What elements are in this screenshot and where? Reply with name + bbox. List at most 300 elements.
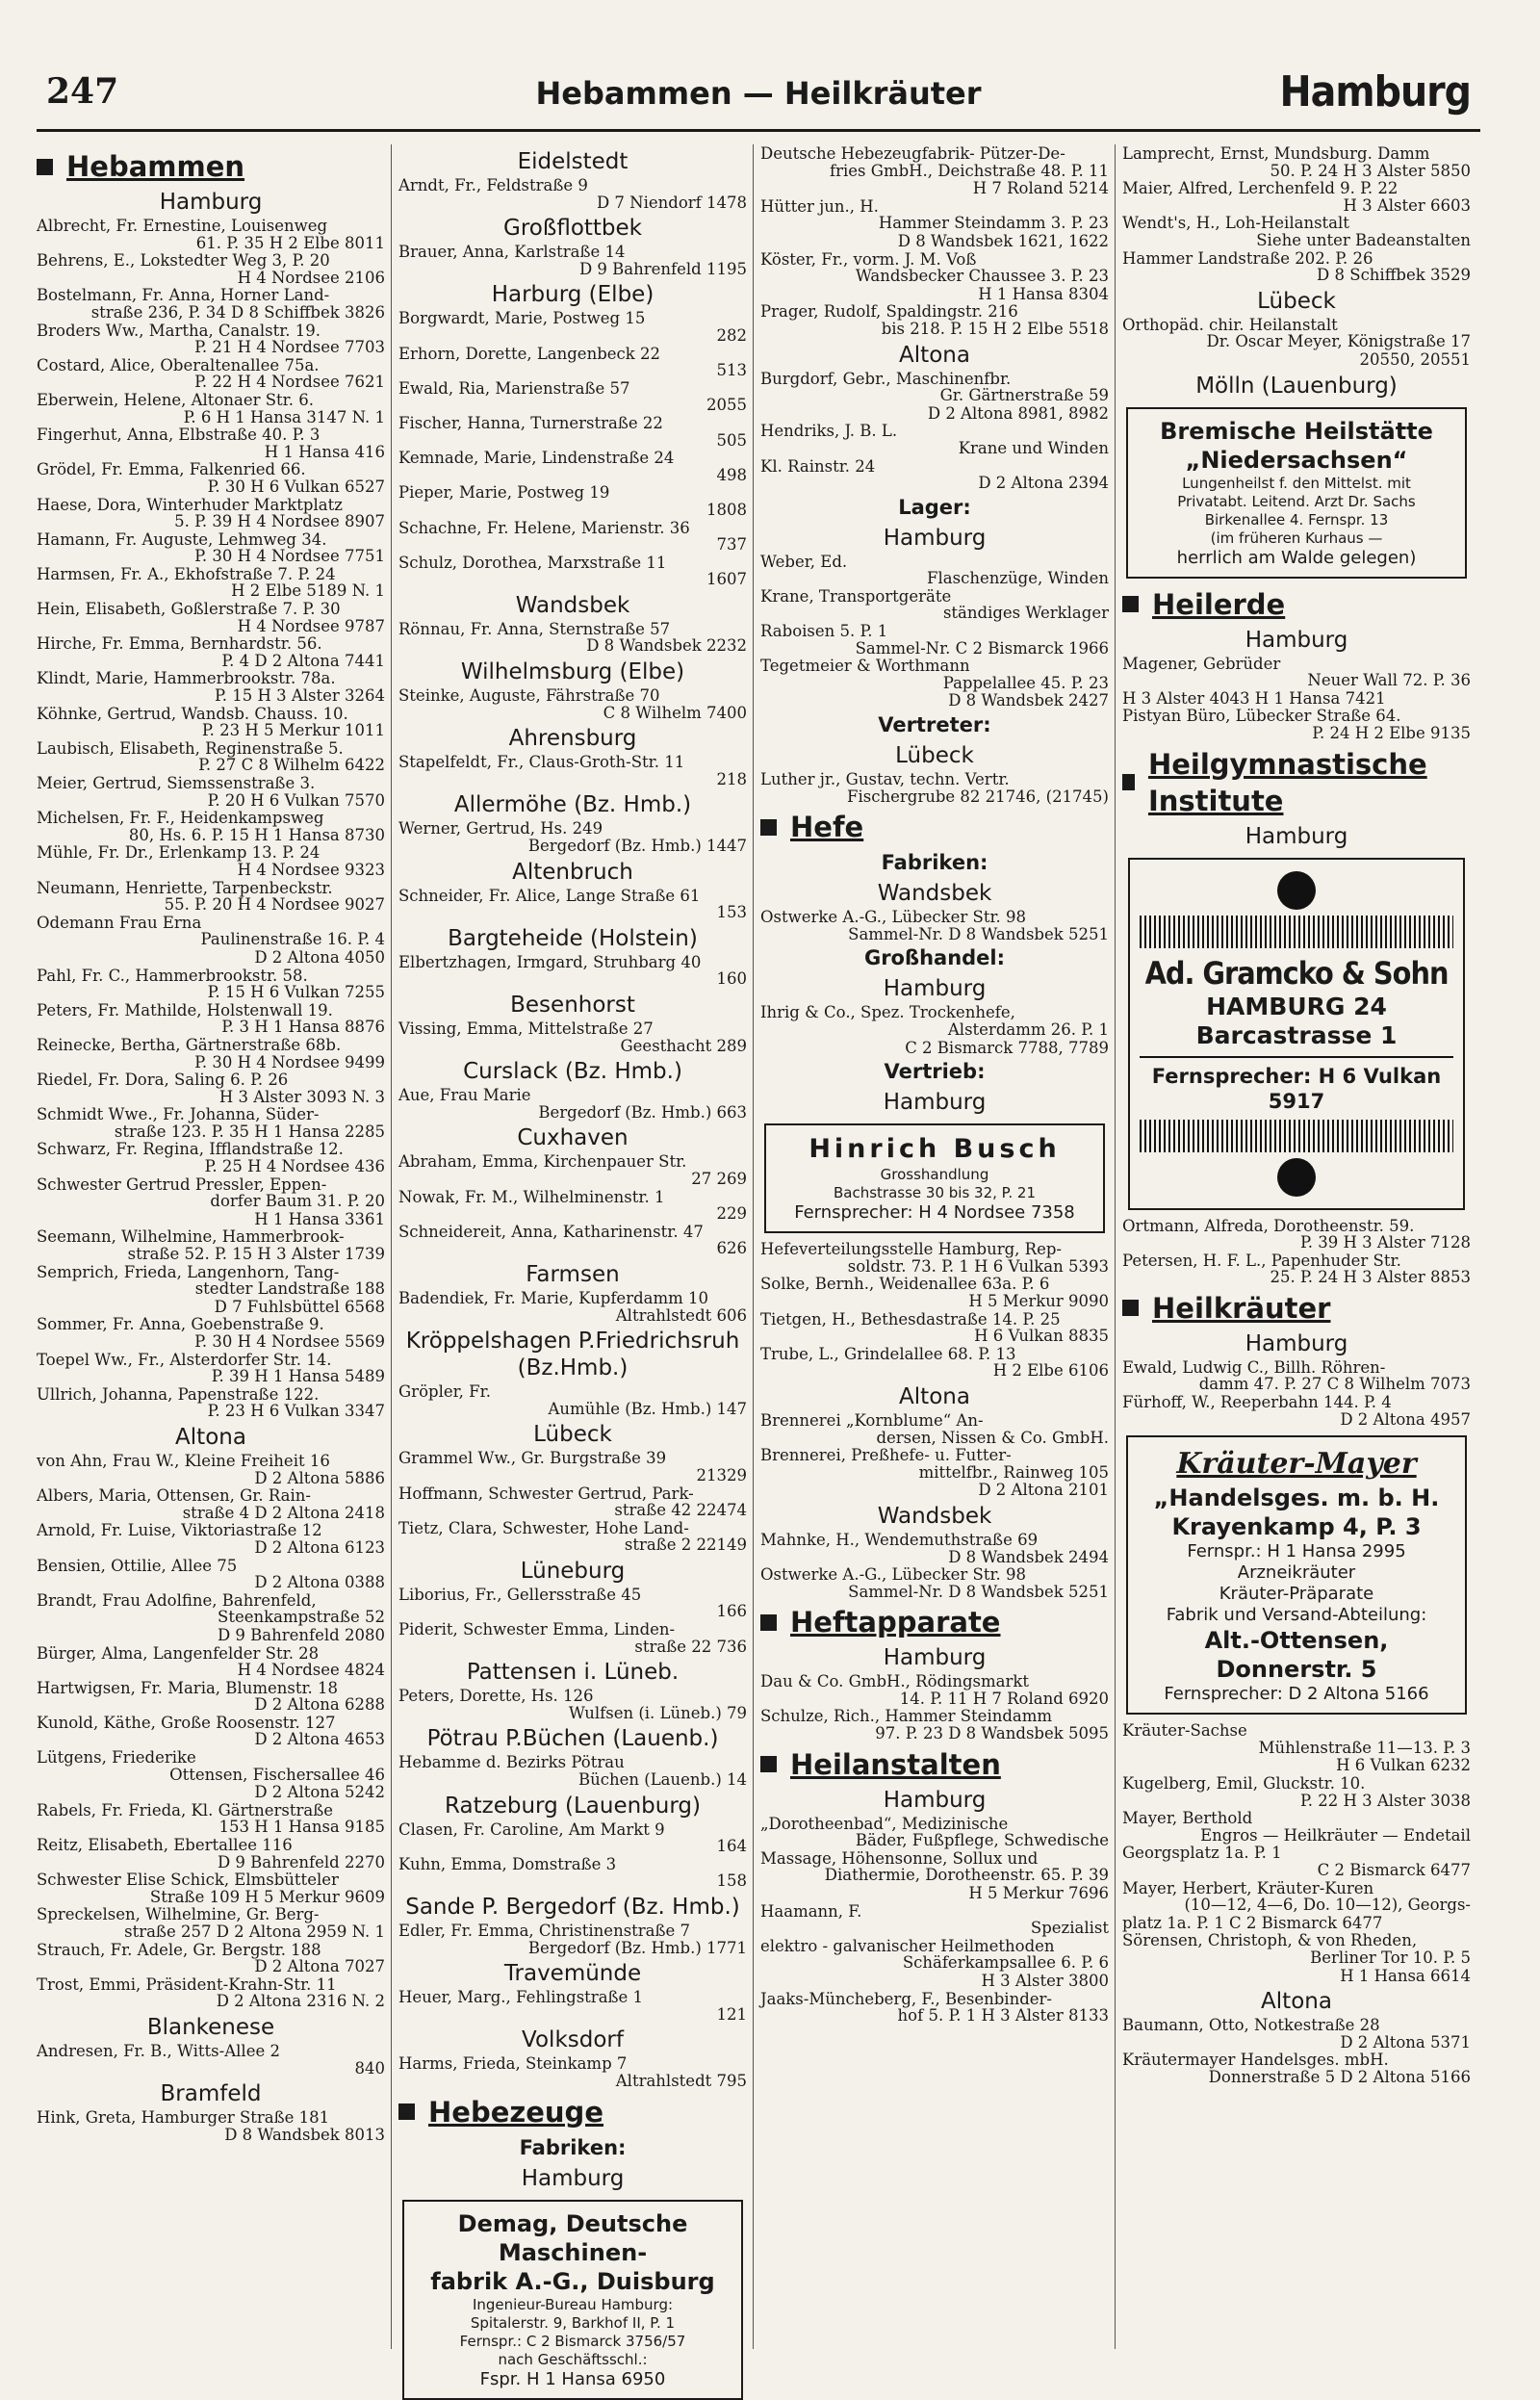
directory-entry xyxy=(37,601,385,634)
entry-line: Heuer, Marg., Fehlingstraße 1 xyxy=(398,1988,644,2007)
entry-line: 25. P. 24 H 3 Alster 8853 xyxy=(1270,1268,1471,1287)
directory-entry xyxy=(760,554,1109,587)
directory-entry xyxy=(37,287,385,321)
entry-line: Mayer, Herbert, Kräuter-Kuren xyxy=(1122,1878,1374,1897)
entry-line: Seemann, Wilhelmine, Hammerbrook- xyxy=(37,1227,345,1247)
entry-line: Michelsen, Fr. F., Heidenkampsweg xyxy=(37,809,324,828)
entry-line: Kunold, Käthe, Große Roosenstr. 127 xyxy=(37,1713,336,1732)
entry-line: Arndt, Fr., Feldstraße 9 xyxy=(398,176,588,194)
entry-line: H 4 Nordsee 2106 xyxy=(237,268,385,287)
entry-line: Nowak, Fr. M., Wilhelminenstr. 1 xyxy=(398,1187,665,1206)
category-label: Großhandel: xyxy=(863,946,1006,970)
entry-line: P. 22 H 3 Alster 3038 xyxy=(1299,1791,1471,1810)
entry-line: Rabels, Fr. Frieda, Kl. Gärtnerstraße xyxy=(37,1800,333,1819)
entry-line: 1808 xyxy=(706,500,747,519)
place-heading: Hamburg xyxy=(883,1090,987,1116)
entry-line: Mahnke, H., Wendemuthstraße 69 xyxy=(760,1530,1039,1549)
directory-entry xyxy=(1122,656,1471,689)
directory-entry xyxy=(760,1816,1109,1849)
directory-entry xyxy=(760,1938,1109,1972)
entry-line: Schäferkampsallee 6. P. 6 xyxy=(902,1953,1109,1973)
directory-entry xyxy=(760,303,1109,337)
entry-line: Flaschenzüge, Winden xyxy=(927,569,1109,588)
place-heading: Lübeck xyxy=(533,1422,612,1448)
entry-line: Ostwerke A.-G., Lübecker Str. 98 xyxy=(760,1565,1027,1585)
entry-line: Odemann Frau Erna xyxy=(37,913,202,932)
hatched-band-icon xyxy=(1140,1120,1453,1152)
directory-entry xyxy=(760,588,1109,622)
entry-line: Mühle, Fr. Dr., Erlenkamp 13. P. 24 xyxy=(37,843,321,863)
directory-entry xyxy=(37,1106,385,1140)
entry-line: D 2 Altona 6123 xyxy=(254,1537,385,1557)
directory-entry xyxy=(37,461,385,495)
place-heading: Lüneburg xyxy=(520,1558,626,1584)
entry-line: Kräuter-Sachse xyxy=(1122,1721,1247,1741)
entry-line: Petersen, H. F. L., Papenhuder Str. xyxy=(1122,1251,1401,1270)
entry-line: Krane, Transportgeräte xyxy=(760,586,952,606)
entry-line: Ortmann, Alfreda, Dorotheenstr. 59. xyxy=(1122,1216,1415,1235)
entry-line: Büchen (Lauenb.) 14 xyxy=(578,1770,747,1790)
place-heading: Travemünde xyxy=(503,1961,642,1987)
directory-entry xyxy=(37,497,385,530)
section-heading xyxy=(1122,586,1471,623)
directory-entry xyxy=(37,810,385,843)
directory-entry xyxy=(1122,1252,1471,1286)
place-heading: Allermöhe (Bz. Hmb.) xyxy=(453,792,692,818)
directory-entry xyxy=(37,1871,385,1905)
directory-entry xyxy=(37,635,385,669)
advertisement-line: Kräuter-Präparate xyxy=(1219,1584,1374,1605)
directory-entry xyxy=(760,1040,1109,1057)
entry-line: 21329 xyxy=(696,1465,747,1484)
entry-line: Arnold, Fr. Luise, Viktoriastraße 12 xyxy=(37,1521,322,1540)
entry-line: ständiges Werklager xyxy=(942,604,1109,623)
column-divider xyxy=(1115,144,1116,2349)
directory-entry xyxy=(1122,1722,1471,1756)
entry-line: Schulz, Dorothea, Marxstraße 11 xyxy=(398,553,667,572)
directory-entry xyxy=(398,346,747,379)
directory-entry xyxy=(1122,1968,1471,1985)
entry-line: Steinke, Auguste, Fährstraße 70 xyxy=(398,686,660,706)
advertisement-line: Spitalerstr. 9, Barkhof II, P. 1 xyxy=(470,2313,676,2332)
entry-line: Mühlenstraße 11—13. P. 3 xyxy=(1258,1738,1471,1757)
entry-line: D 2 Altona 4653 xyxy=(254,1730,385,1749)
advertisement-box xyxy=(1126,407,1467,579)
section-marker-icon xyxy=(398,2103,415,2120)
entry-line: Hirche, Fr. Emma, Bernhardstr. 56. xyxy=(37,634,322,654)
directory-entry xyxy=(398,1587,747,1620)
directory-entry xyxy=(398,754,747,787)
entry-line: P. 4 D 2 Altona 7441 xyxy=(221,651,385,670)
directory-entry xyxy=(760,198,1109,232)
entry-line: D 2 Altona 5886 xyxy=(254,1468,385,1487)
entry-line: Trost, Emmi, Präsident-Krahn-Str. 11 xyxy=(37,1974,337,1994)
entry-line: D 2 Altona 5242 xyxy=(254,1783,385,1802)
entry-line: Schneidereit, Anna, Katharinenstr. 47 xyxy=(398,1222,704,1241)
directory-entry xyxy=(37,566,385,600)
entry-line: Paulinenstraße 16. P. 4 xyxy=(200,930,385,949)
place-heading: Hamburg xyxy=(1245,823,1348,849)
directory-entry xyxy=(398,888,747,921)
entry-line: D 7 Niendorf 1478 xyxy=(596,193,747,212)
directory-entry xyxy=(37,2043,385,2077)
place-heading: Ratzeburg (Lauenburg) xyxy=(445,1793,701,1819)
entry-line: D 8 Wandsbek 2494 xyxy=(948,1547,1109,1566)
category-label: Vertreter: xyxy=(878,713,991,737)
bullet-dot-icon xyxy=(1277,1158,1316,1197)
place-heading: Großflottbek xyxy=(503,216,642,242)
entry-line: P. 30 H 4 Nordsee 9499 xyxy=(194,1052,385,1071)
entry-line: Mayer, Berthold xyxy=(1122,1809,1253,1828)
category-label: Fabriken: xyxy=(881,851,988,875)
directory-entry xyxy=(398,380,747,414)
entry-line: D 2 Altona 6288 xyxy=(254,1695,385,1715)
place-heading: Besenhorst xyxy=(510,993,635,1018)
directory-entry xyxy=(760,692,1109,710)
entry-line: P. 15 H 3 Alster 3264 xyxy=(214,686,385,706)
entry-line: 505 xyxy=(716,430,747,450)
section-marker-icon xyxy=(1122,1300,1139,1316)
entry-line: 282 xyxy=(716,325,747,345)
directory-entry xyxy=(37,426,385,460)
entry-line: Albrecht, Fr. Ernestine, Louisenweg xyxy=(37,217,328,235)
entry-line: Kuhn, Emma, Domstraße 3 xyxy=(398,1854,617,1873)
directory-entry xyxy=(760,1708,1109,1742)
section-heading-text: Heilanstalten xyxy=(790,1747,1001,1781)
category-label: Lager: xyxy=(898,495,971,519)
entry-line: Liborius, Fr., Gellersstraße 45 xyxy=(398,1585,642,1604)
place-heading: Hamburg xyxy=(159,190,263,215)
directory-entry xyxy=(398,1450,747,1484)
place-heading: Hamburg xyxy=(883,1787,987,1813)
entry-line: Harmsen, Fr. A., Ekhofstraße 7. P. 24 xyxy=(37,564,336,583)
entry-line: Albers, Maria, Ottensen, Gr. Rain- xyxy=(37,1486,311,1506)
entry-line: Geesthacht 289 xyxy=(620,1036,747,1055)
directory-entry xyxy=(760,1482,1109,1499)
directory-entry xyxy=(37,1906,385,1940)
directory-entry xyxy=(398,1383,747,1417)
entry-line: Bergedorf (Bz. Hmb.) 663 xyxy=(538,1102,747,1122)
entry-line: Toepel Ww., Fr., Alsterdorfer Str. 14. xyxy=(37,1350,332,1369)
entry-line: Trube, L., Grindelallee 68. P. 13 xyxy=(760,1344,1016,1363)
entry-line: Schwarz, Fr. Regina, Ifflandstraße 12. xyxy=(37,1140,344,1159)
entry-line: 498 xyxy=(716,465,747,484)
entry-line: platz 1a. P. 1 C 2 Bismarck 6477 xyxy=(1122,1913,1383,1932)
entry-line: 97. P. 23 D 8 Wandsbek 5095 xyxy=(875,1724,1109,1743)
section-heading-text: Heilerde xyxy=(1152,587,1286,621)
directory-entry xyxy=(1122,215,1471,248)
directory-entry xyxy=(760,286,1109,303)
page-number: 247 xyxy=(46,71,119,112)
entry-line: Eberwein, Helene, Altonaer Str. 6. xyxy=(37,390,314,409)
entry-line: straße 236, P. 34 D 8 Schiffbek 3826 xyxy=(90,302,385,322)
advertisement-line: Fernspr.: H 1 Hansa 2995 xyxy=(1187,1541,1406,1562)
directory-entry xyxy=(760,1885,1109,1902)
directory-entry xyxy=(37,740,385,774)
entry-line: D 2 Altona 7027 xyxy=(254,1957,385,1976)
entry-line: H 6 Vulkan 8835 xyxy=(974,1327,1109,1346)
advertisement-box xyxy=(764,1123,1105,1233)
entry-line: Harms, Frieda, Steinkamp 7 xyxy=(398,2054,628,2074)
section-marker-icon xyxy=(760,819,777,836)
entry-line: P. 25 H 4 Nordsee 436 xyxy=(204,1157,385,1176)
entry-line: H 1 Hansa 3361 xyxy=(254,1209,385,1228)
directory-entry xyxy=(1122,708,1471,741)
directory-entry xyxy=(37,1784,385,1801)
directory-entry xyxy=(37,1453,385,1486)
entry-line: D 8 Wandsbek 2427 xyxy=(948,691,1109,710)
entry-line: Altrahlstedt 606 xyxy=(615,1305,747,1325)
entry-line: D 9 Bahrenfeld 1195 xyxy=(578,259,747,278)
directory-entry xyxy=(760,1412,1109,1446)
entry-line: Schmidt Wwe., Fr. Johanna, Süder- xyxy=(37,1105,320,1124)
entry-line: H 3 Alster 3093 N. 3 xyxy=(218,1087,385,1106)
advertisement-box xyxy=(402,2200,743,2400)
entry-line: Gröpler, Fr. xyxy=(398,1382,491,1402)
directory-entry xyxy=(1122,317,1471,350)
entry-line: Strauch, Fr. Adele, Gr. Bergstr. 188 xyxy=(37,1940,321,1959)
advertisement-line: Birkenallee 4. Fernspr. 13 xyxy=(1204,510,1389,529)
entry-line: D 2 Altona 8981, 8982 xyxy=(927,403,1109,423)
entry-line: Hammer Steindamm 3. P. 23 xyxy=(878,214,1109,233)
entry-line: 626 xyxy=(716,1239,747,1258)
entry-line: Massage, Höhensonne, Sollux und xyxy=(760,1848,1039,1868)
entry-line: H 4 Nordsee 9323 xyxy=(237,860,385,879)
directory-entry xyxy=(37,1627,385,1644)
entry-line: D 8 Schiffbek 3529 xyxy=(1317,266,1471,285)
entry-line: Burgdorf, Gebr., Maschinenfbr. xyxy=(760,369,1012,388)
directory-entry xyxy=(37,1386,385,1420)
column-1 xyxy=(37,144,385,2349)
entry-line: 229 xyxy=(716,1204,747,1224)
directory-entry xyxy=(760,233,1109,250)
entry-line: Schwester Elise Schick, Elmsbütteler xyxy=(37,1871,339,1890)
entry-line: Vissing, Emma, Mittelstraße 27 xyxy=(398,1019,654,1038)
entry-line: 20550, 20551 xyxy=(1359,349,1471,369)
entry-line: D 2 Altona 0388 xyxy=(254,1573,385,1592)
entry-line: H 3 Alster 6603 xyxy=(1343,195,1471,215)
directory-entry xyxy=(1122,1359,1471,1393)
entry-line: Grödel, Fr. Emma, Falkenried 66. xyxy=(37,460,306,479)
entry-line: Orthopäd. chir. Heilanstalt xyxy=(1122,315,1338,334)
section-marker-icon xyxy=(1122,774,1135,790)
place-heading: Pötrau P.Büchen (Lauenb.) xyxy=(426,1726,719,1752)
section-heading xyxy=(760,809,1109,845)
directory-entry xyxy=(37,218,385,251)
entry-line: H 3 Alster 4043 H 1 Hansa 7421 xyxy=(1122,688,1386,708)
advertisement-line: Bachstrasse 30 bis 32, P. 21 xyxy=(834,1184,1036,1202)
entry-line: Siehe unter Badeanstalten xyxy=(1256,230,1471,249)
directory-entry xyxy=(398,1087,747,1121)
directory-entry xyxy=(37,844,385,878)
entry-line: D 2 Altona 2316 N. 2 xyxy=(216,1992,385,2011)
section-heading-text: Heilkräuter xyxy=(1152,1291,1331,1325)
entry-line: fries GmbH., Deichstraße 48. P. 11 xyxy=(830,161,1109,180)
directory-entry xyxy=(37,1976,385,2010)
section-heading xyxy=(760,1746,1109,1783)
directory-entry xyxy=(37,1211,385,1228)
entry-line: Lütgens, Friederike xyxy=(37,1748,196,1768)
directory-entry xyxy=(37,1749,385,1783)
entry-line: H 1 Hansa 6614 xyxy=(1340,1966,1471,1985)
advertisement-line: Fabrik und Versand-Abteilung: xyxy=(1166,1605,1427,1626)
entry-line: Hoffmann, Schwester Gertrud, Park- xyxy=(398,1484,694,1503)
directory-entry xyxy=(760,423,1109,456)
hatched-band-icon xyxy=(1140,916,1453,948)
advertisement-line: fabrik A.-G., Duisburg xyxy=(430,2267,715,2295)
entry-line: D 9 Bahrenfeld 2080 xyxy=(217,1625,385,1644)
entry-line: Straße 109 H 5 Merkur 9609 xyxy=(149,1887,385,1906)
entry-line: Neumann, Henriette, Tarpenbeckstr. xyxy=(37,878,333,897)
entry-line: P. 20 H 6 Vulkan 7570 xyxy=(207,790,385,810)
entry-line: von Ahn, Frau W., Kleine Freiheit 16 xyxy=(37,1451,330,1470)
entry-line: Semprich, Frieda, Langenhorn, Tang- xyxy=(37,1262,340,1281)
directory-entry xyxy=(37,1176,385,1210)
entry-line: 1607 xyxy=(706,570,747,589)
place-heading: Altona xyxy=(175,1424,246,1450)
advertisement-line: Fernsprecher: D 2 Altona 5166 xyxy=(1164,1684,1429,1705)
directory-entry xyxy=(37,1558,385,1591)
directory-entry xyxy=(398,484,747,518)
advertisement-line: herrlich am Walde gelegen) xyxy=(1176,547,1417,568)
directory-entry xyxy=(398,1520,747,1554)
place-heading: Farmsen xyxy=(526,1261,620,1287)
section-heading xyxy=(37,148,385,185)
entry-line: P. 15 H 6 Vulkan 7255 xyxy=(207,983,385,1002)
entry-line: H 7 Roland 5214 xyxy=(972,179,1109,198)
entry-line: 80, Hs. 6. P. 15 H 1 Hansa 8730 xyxy=(128,825,385,844)
entry-line: P. 21 H 4 Nordsee 7703 xyxy=(194,338,385,357)
directory-entry xyxy=(398,1923,747,1956)
entry-line: Schulze, Rich., Hammer Steindamm xyxy=(760,1707,1053,1726)
place-heading: Hamburg xyxy=(521,2165,625,2191)
section-marker-icon xyxy=(760,1756,777,1772)
page-header xyxy=(37,67,1480,135)
advertisement-line: (im früheren Kurhaus — xyxy=(1210,529,1383,547)
directory-entry xyxy=(1122,1218,1471,1252)
directory-entry xyxy=(398,1754,747,1788)
entry-line: 61. P. 35 H 2 Elbe 8011 xyxy=(195,233,385,252)
entry-line: dersen, Nissen & Co. GmbH. xyxy=(876,1428,1109,1447)
entry-line: Abraham, Emma, Kirchenpauer Str. xyxy=(398,1152,687,1172)
place-heading: Eidelstedt xyxy=(517,149,629,174)
entry-line: Donnerstraße 5 D 2 Altona 5166 xyxy=(1208,2067,1471,2086)
place-heading: Lübeck xyxy=(1257,288,1336,314)
column-2 xyxy=(398,144,747,2389)
directory-entry xyxy=(760,180,1109,197)
directory-entry xyxy=(37,706,385,739)
entry-line: Spreckelsen, Wilhelmine, Gr. Berg- xyxy=(37,1905,320,1924)
directory-entry xyxy=(398,244,747,277)
entry-line: D 2 Altona 2394 xyxy=(978,474,1109,493)
directory-entry xyxy=(1122,1757,1471,1774)
entry-line: Klindt, Marie, Hammerbrookstr. 78a. xyxy=(37,669,336,688)
directory-entry xyxy=(1122,1915,1471,1932)
section-heading xyxy=(1122,1290,1471,1327)
entry-line: D 2 Altona 5371 xyxy=(1340,2032,1471,2052)
entry-line: Tietgen, H., Bethesdastraße 14. P. 25 xyxy=(760,1309,1061,1329)
entry-line: Lamprecht, Ernst, Mundsburg. Damm xyxy=(1122,144,1430,163)
entry-line: Wandsbecker Chaussee 3. P. 23 xyxy=(855,267,1109,286)
directory-entry xyxy=(37,1037,385,1071)
entry-line: Sammel-Nr. D 8 Wandsbek 5251 xyxy=(848,924,1109,943)
entry-line: Schachne, Fr. Helene, Marienstr. 36 xyxy=(398,518,690,537)
entry-line: Badendiek, Fr. Marie, Kupferdamm 10 xyxy=(398,1288,709,1307)
entry-line: Steenkampstraße 52 xyxy=(218,1608,385,1627)
entry-line: Reinecke, Bertha, Gärtnerstraße 68b. xyxy=(37,1035,342,1054)
entry-line: Bürger, Alma, Langenfelder Str. 28 xyxy=(37,1643,320,1663)
directory-page xyxy=(37,67,1480,2389)
advertisement-line: „Handelsges. m. b. H. xyxy=(1153,1484,1440,1512)
directory-entry xyxy=(398,1821,747,1855)
entry-line: Aumühle (Bz. Hmb.) 147 xyxy=(548,1399,747,1418)
advertisement-line: Fernspr.: C 2 Bismarck 3756/57 xyxy=(459,2332,686,2350)
directory-entry xyxy=(37,1299,385,1316)
directory-entry xyxy=(398,520,747,554)
advertisement-line: Kräuter-Mayer xyxy=(1176,1447,1417,1482)
entry-line: D 2 Altona 2101 xyxy=(978,1481,1109,1500)
page-city-heading: Hamburg xyxy=(1279,67,1471,116)
entry-line: Clasen, Fr. Caroline, Am Markt 9 xyxy=(398,1819,665,1839)
section-heading-text: Hebezeuge xyxy=(428,2095,603,2129)
entry-line: Piderit, Schwester Emma, Linden- xyxy=(398,1620,676,1639)
entry-line: mittelfbr., Rainweg 105 xyxy=(918,1462,1109,1482)
advertisement-line: Demag, Deutsche Maschinen- xyxy=(457,2209,688,2266)
section-heading-text: Heilgymnastische Institute xyxy=(1147,747,1427,817)
directory-entry xyxy=(37,1802,385,1836)
entry-line: H 5 Merkur 9090 xyxy=(968,1291,1109,1310)
directory-entry xyxy=(1122,1845,1471,1878)
directory-entry xyxy=(398,621,747,655)
directory-entry xyxy=(1122,1810,1471,1844)
directory-entry xyxy=(760,1673,1109,1707)
directory-entry xyxy=(37,915,385,948)
directory-entry xyxy=(37,531,385,565)
advertisement-line: Barcastrasse 1 xyxy=(1195,1020,1398,1049)
directory-entry xyxy=(760,623,1109,657)
directory-entry xyxy=(760,1991,1109,2025)
entry-line: P. 39 H 3 Alster 7128 xyxy=(1299,1233,1471,1252)
entry-line: 121 xyxy=(716,2004,747,2024)
place-heading: Hamburg xyxy=(1245,1330,1348,1356)
entry-line: Erhorn, Dorette, Langenbeck 22 xyxy=(398,344,661,363)
entry-line: Aue, Frau Marie xyxy=(398,1086,531,1105)
directory-entry xyxy=(37,1680,385,1714)
advertisement-line: Arzneikräuter xyxy=(1237,1562,1356,1584)
directory-entry xyxy=(760,371,1109,404)
directory-entry xyxy=(37,1942,385,1975)
directory-entry xyxy=(37,1715,385,1748)
directory-entry xyxy=(1122,351,1471,369)
directory-entry xyxy=(760,771,1109,805)
place-heading: Altona xyxy=(1261,1989,1332,2015)
entry-line: Sammel-Nr. C 2 Bismarck 1966 xyxy=(855,638,1109,658)
section-heading-text: Hebammen xyxy=(66,150,245,183)
entry-line: H 5 Merkur 7696 xyxy=(968,1884,1109,1903)
directory-entry xyxy=(760,251,1109,285)
advertisement-box xyxy=(1126,1435,1467,1715)
directory-entry xyxy=(37,670,385,704)
entry-line: 164 xyxy=(716,1837,747,1856)
column-divider xyxy=(753,144,754,2349)
entry-line: Werner, Gertrud, Hs. 249 xyxy=(398,819,603,839)
directory-entry xyxy=(760,658,1109,691)
entry-line: H 1 Hansa 416 xyxy=(264,442,385,461)
entry-line: Broders Ww., Martha, Canalstr. 19. xyxy=(37,321,321,340)
entry-line: 218 xyxy=(716,769,747,788)
entry-line: Fischer, Hanna, Turnerstraße 22 xyxy=(398,413,663,432)
directory-entry xyxy=(398,310,747,344)
